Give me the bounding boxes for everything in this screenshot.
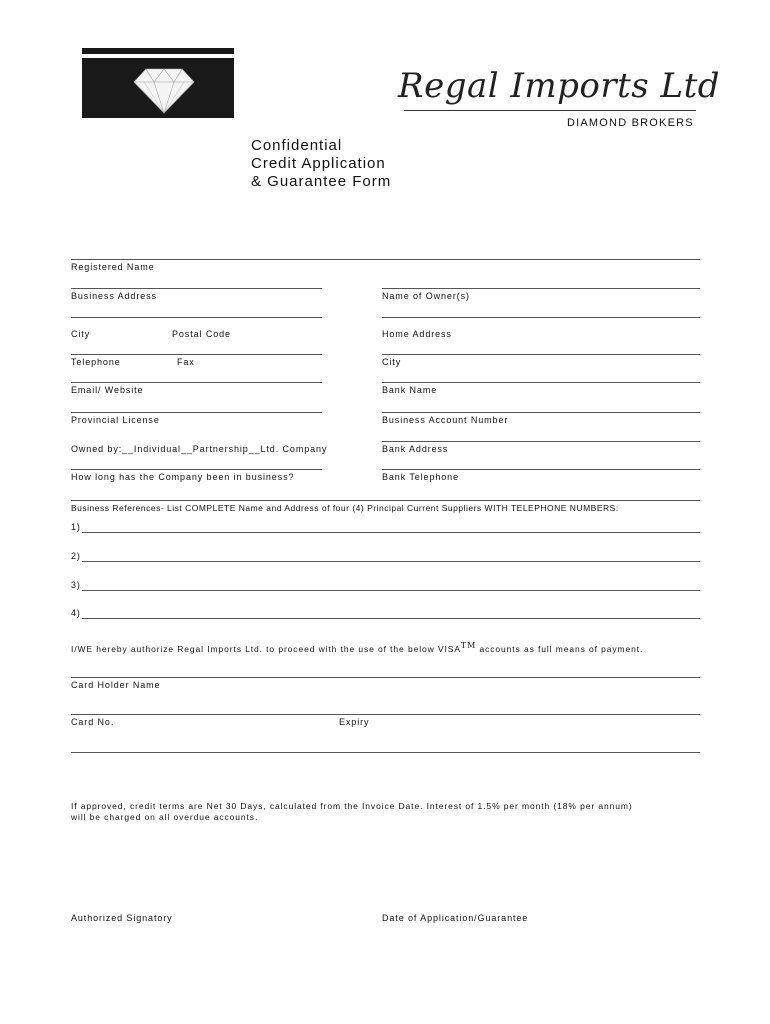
how-long-line[interactable] bbox=[71, 469, 322, 470]
email-line[interactable] bbox=[71, 382, 322, 383]
reference-3-line[interactable] bbox=[82, 590, 700, 591]
business-address-label: Business Address bbox=[71, 291, 157, 301]
form-title-line1: Confidential bbox=[251, 137, 343, 154]
reference-4-line[interactable] bbox=[82, 618, 700, 619]
brand-tagline: DIAMOND BROKERS bbox=[567, 117, 694, 129]
brand-underline bbox=[404, 110, 696, 111]
reference-1-number: 1) bbox=[71, 522, 81, 532]
home-address-line[interactable] bbox=[382, 317, 700, 318]
authorized-signatory-label: Authorized Signatory bbox=[71, 913, 173, 923]
bank-telephone-line[interactable] bbox=[382, 469, 700, 470]
bank-name-label: Bank Name bbox=[382, 385, 438, 395]
registered-name-label: Registered Name bbox=[71, 262, 155, 272]
owner-name-line[interactable] bbox=[382, 288, 700, 289]
form-title-line3: & Guarantee Form bbox=[251, 173, 392, 190]
card-number-label: Card No. bbox=[71, 717, 115, 727]
bank-address-label: Bank Address bbox=[382, 444, 449, 454]
reference-3-number: 3) bbox=[71, 580, 81, 590]
expiry-label: Expiry bbox=[339, 717, 370, 727]
authorization-text bbox=[71, 641, 643, 654]
diamond-icon bbox=[82, 58, 234, 118]
owned-by-label: Owned by:__Individual__Partnership__Ltd. Company bbox=[71, 444, 328, 454]
fax-label: Fax bbox=[177, 357, 195, 367]
reference-4-number: 4) bbox=[71, 608, 81, 618]
business-address-line[interactable] bbox=[71, 288, 322, 289]
trademark-mark: TM bbox=[460, 641, 477, 650]
city-line[interactable] bbox=[71, 317, 322, 318]
telephone-label: Telephone bbox=[71, 357, 121, 367]
logo-dark-panel bbox=[82, 58, 234, 118]
bank-name-line[interactable] bbox=[382, 382, 700, 383]
authorization-text-end: accounts as full means of payment. bbox=[476, 643, 644, 654]
telephone-line[interactable] bbox=[71, 354, 322, 355]
reference-2-line[interactable] bbox=[82, 561, 700, 562]
how-long-label: How long has the Company been in business? bbox=[71, 472, 295, 482]
owner-name-label: Name of Owner(s) bbox=[382, 291, 470, 301]
terms-line1: If approved, credit terms are Net 30 Days, calculated from the Invoice Date. Interest of 1.5% per month (18% per annum) bbox=[71, 801, 633, 811]
bank-telephone-label: Bank Telephone bbox=[382, 472, 459, 482]
date-of-application-label: Date of Application/Guarantee bbox=[382, 913, 529, 923]
terms-line2: will be charged on all overdue accounts. bbox=[71, 812, 259, 822]
provincial-license-line[interactable] bbox=[71, 412, 322, 413]
bank-address-top-line[interactable] bbox=[382, 441, 700, 442]
references-heading: Business References- List COMPLETE Name and Address of four (4) Principal Current Suppliers WITH TELEPHONE NUMBERS: bbox=[71, 503, 619, 513]
account-number-line[interactable] bbox=[382, 412, 700, 413]
form-title-line2: Credit Application bbox=[251, 155, 386, 172]
home-address-label: Home Address bbox=[382, 329, 452, 339]
logo-top-bar bbox=[82, 48, 234, 54]
email-website-label: Email/ Website bbox=[71, 385, 144, 395]
authorization-text-start: I/WE hereby authorize Regal Imports Ltd. to proceed with the use of the below VISA bbox=[71, 643, 461, 654]
home-city-line[interactable] bbox=[382, 354, 700, 355]
card-number-line[interactable] bbox=[71, 714, 700, 715]
reference-1-line[interactable] bbox=[82, 532, 700, 533]
references-top-line bbox=[71, 500, 700, 501]
postal-code-label: Postal Code bbox=[172, 329, 231, 339]
blank-line[interactable] bbox=[71, 752, 700, 753]
logo-block bbox=[82, 48, 234, 118]
account-number-label: Business Account Number bbox=[382, 415, 509, 425]
home-city-label: City bbox=[382, 357, 402, 367]
card-holder-line[interactable] bbox=[71, 677, 700, 678]
provincial-license-label: Provincial License bbox=[71, 415, 160, 425]
card-holder-label: Card Holder Name bbox=[71, 680, 161, 690]
reference-2-number: 2) bbox=[71, 551, 81, 561]
brand-name: Regal Imports Ltd bbox=[398, 66, 721, 106]
registered-name-line[interactable] bbox=[71, 259, 700, 260]
city-label: City bbox=[71, 329, 91, 339]
